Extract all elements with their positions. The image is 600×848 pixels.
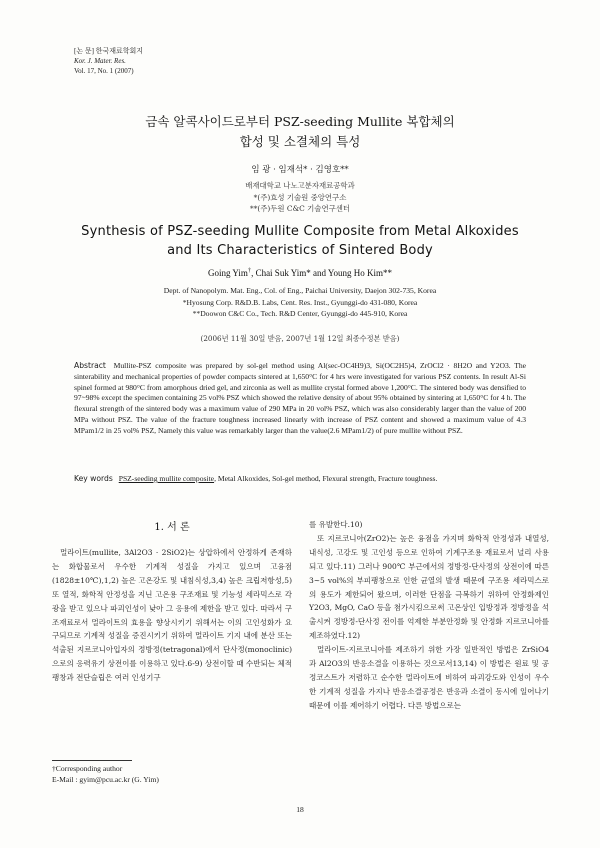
title-korean-line2: 합성 및 소결체의 특성: [239, 134, 361, 149]
keywords-label: Key words: [74, 474, 113, 483]
abstract: [74, 361, 526, 437]
abstract-text: Mullite-PSZ composite was prepared by sol-gel method using Al(sec-OC4H9)3, Si(OC2H5)4, ZrOCl2 · 8H2O and Y2O3. The sinterability and mechanical properties of powder compacts sintered at 1,650°C for 4 hrs were investigated for various PSZ contents. In result Al-Si spinel formed at 980°C from amorphous dried gel, and zirconia as well as mullite crystal formed above 1,200°C. The sintered body was densified to 97~98% except the specimen containing 25 vol% PSZ which showed the relative density of about 95% obtained by sintering at 1,650°C for 4 h. The flexural strength of the sintered body was a maximum value of 290 MPa in 20 vol% PSZ, which was also considerably larger than the value of 200 MPa without PSZ. The value of the fracture toughness increased linearly with increase of PSZ content and showed a maximum value of 4.3 MPam1/2 in 25 vol% PSZ, Namely this value was remarkably larger than the value(2.6 MPam1/2) of pure mullite without PSZ.: [74, 361, 527, 435]
journal-volume: Vol. 17, No. 1 (2007): [74, 67, 134, 75]
left-column: [52, 546, 292, 685]
authors-english: [80, 268, 520, 278]
affiliation-en-1: Dept. of Nanopolym. Mat. Eng., Col. of Eng., Paichai University, Daejon 302-735, Korea: [163, 286, 437, 295]
intro-paragraph-2: 또 지르코니아(ZrO2)는 높은 융점을 가지며 화학적 안정성과 내열성, 내식성, 고강도 및 고인성 등으로 인하여 기계구조용 재료로서 널리 사용되고 있다.11) 그러나 900℃ 부근에서의 정방정-단사정의 상전이에 따른 3~5 vol%의 부피팽창으로 인한 균열의 발생 때문에 구조용 세라믹스로의 용도가 제한되어 왔으며, 이러한 단점을 극복하기 위하여 안정화제인 Y2O3, MgO, CaO 등을 첨가시킴으로써 고온상인 입방정과 정방정을 석출시켜 정방정-단사정 전이를 억제한 부분안정화 및 안정화 지르코니아를 제조하였다.12): [309, 533, 549, 641]
authors-korean-text: 임 광 · 임재석* · 김영호**: [251, 165, 349, 175]
title-korean-line1: 금속 알콕사이드로부터 PSZ-seeding Mullite 복합체의: [145, 114, 455, 129]
affiliation-ko-1: 배재대학교 나노고분자재료공학과: [245, 181, 355, 190]
received-dates: (2006년 11월 30일 받음, 2007년 1월 12일 최종수정본 받음): [200, 334, 400, 343]
title-english-line1: Synthesis of PSZ-seeding Mullite Composite from Metal Alkoxides: [81, 224, 519, 239]
page-number: 18: [296, 805, 304, 814]
right-column: [309, 518, 549, 713]
journal-name: [논 문] 한국재료학회지: [74, 47, 144, 55]
affiliation-ko-2: *(주)효성 기술원 중앙연구소: [253, 192, 347, 202]
authors-rest: , Chai Suk Yim* and Young Ho Kim**: [251, 268, 392, 278]
journal-abbrev: Kor. J. Mater. Res.: [74, 57, 126, 65]
keywords: [74, 474, 526, 485]
affiliations-korean: [120, 180, 480, 215]
author-1: Going Yim: [207, 268, 248, 278]
intro-paragraph-1: 멀라이트(mullite, 3Al2O3 · 2SiO2)는 상압하에서 안정하게 존재하는 화합물로서 우수한 기계적 성질을 가지고 있으며 고융점(1828±10℃),1,2) 높은 고온강도 및 내침식성,3,4) 높은 크립저항성,5) 또 열적, 화학적 안정성을 지닌 고온용 구조재료 및 기능성 세라믹스로 각광을 받고 있으나 파괴인성이 낮아 그 응용에 제한을 받고 있다. 따라서 구조재료로서 멀라이트의 효용을 향상시키기 위해서는 이의 고인성화가 요구되므로 기계적 성질을 증진시키기 위하여 멀라이트 기지 내에 분산 또는 석출된 지르코니아입자의 정방정(tetragonal)에서 단사정(monoclinic)으로의 응력유기 상전이를 이용하고 있다.6-9) 상전이할 때 수반되는 체적팽창과 전단슬립은 여러 인성기구: [52, 548, 292, 683]
footnote: [52, 764, 292, 785]
keywords-rest: , Metal Alkoxides, Sol-gel method, Flexural strength, Fracture toughness.: [214, 474, 438, 483]
section-heading-introduction: 1. 서 론: [154, 522, 190, 533]
affiliations-english: [80, 285, 520, 320]
authors-korean: [80, 163, 520, 175]
abstract-label: Abstract: [74, 361, 106, 370]
footnote-divider: [52, 760, 132, 761]
affiliation-en-2: *Hyosung Corp. R&D.B. Labs, Cent. Res. Inst., Gyunggi-do 431-080, Korea: [182, 297, 418, 307]
title-korean: [80, 112, 520, 152]
keyword-primary: PSZ-seeding mullite composite: [118, 474, 215, 483]
journal-header: [74, 46, 143, 76]
corresponding-author-label: †Corresponding author: [52, 764, 123, 773]
title-english: [50, 222, 550, 260]
affiliation-en-3: **Doowon C&C Co., Tech. R&D Center, Gyunggi-do 445-910, Korea: [192, 309, 408, 318]
intro-paragraph-3: 멀라이트-지르코니아를 제조하기 위한 가장 일반적인 방법은 ZrSiO4과 Al2O3의 반응소결을 이용하는 것으로서13,14) 이 방법은 원료 및 공정코스트가 저렴하고 순수한 멀라이트에 비하여 파괴강도와 인성이 우수한 기계적 성질을 가지나 반응소결공정은 반응과 소결이 동시에 일어나기 때문에 이를 제어하기 어렵다. 다른 방법으로는: [309, 645, 549, 710]
corresponding-author-email: E-Mail : gyim@pcu.ac.kr (G. Yim): [52, 774, 159, 784]
corresponding-mark: †: [247, 267, 252, 274]
affiliation-ko-3: **(주)두원 C&C 기술연구센터: [250, 204, 350, 213]
title-english-line2: and Its Characteristics of Sintered Body: [167, 243, 433, 258]
intro-continuation: 를 유발한다.10): [309, 520, 363, 529]
